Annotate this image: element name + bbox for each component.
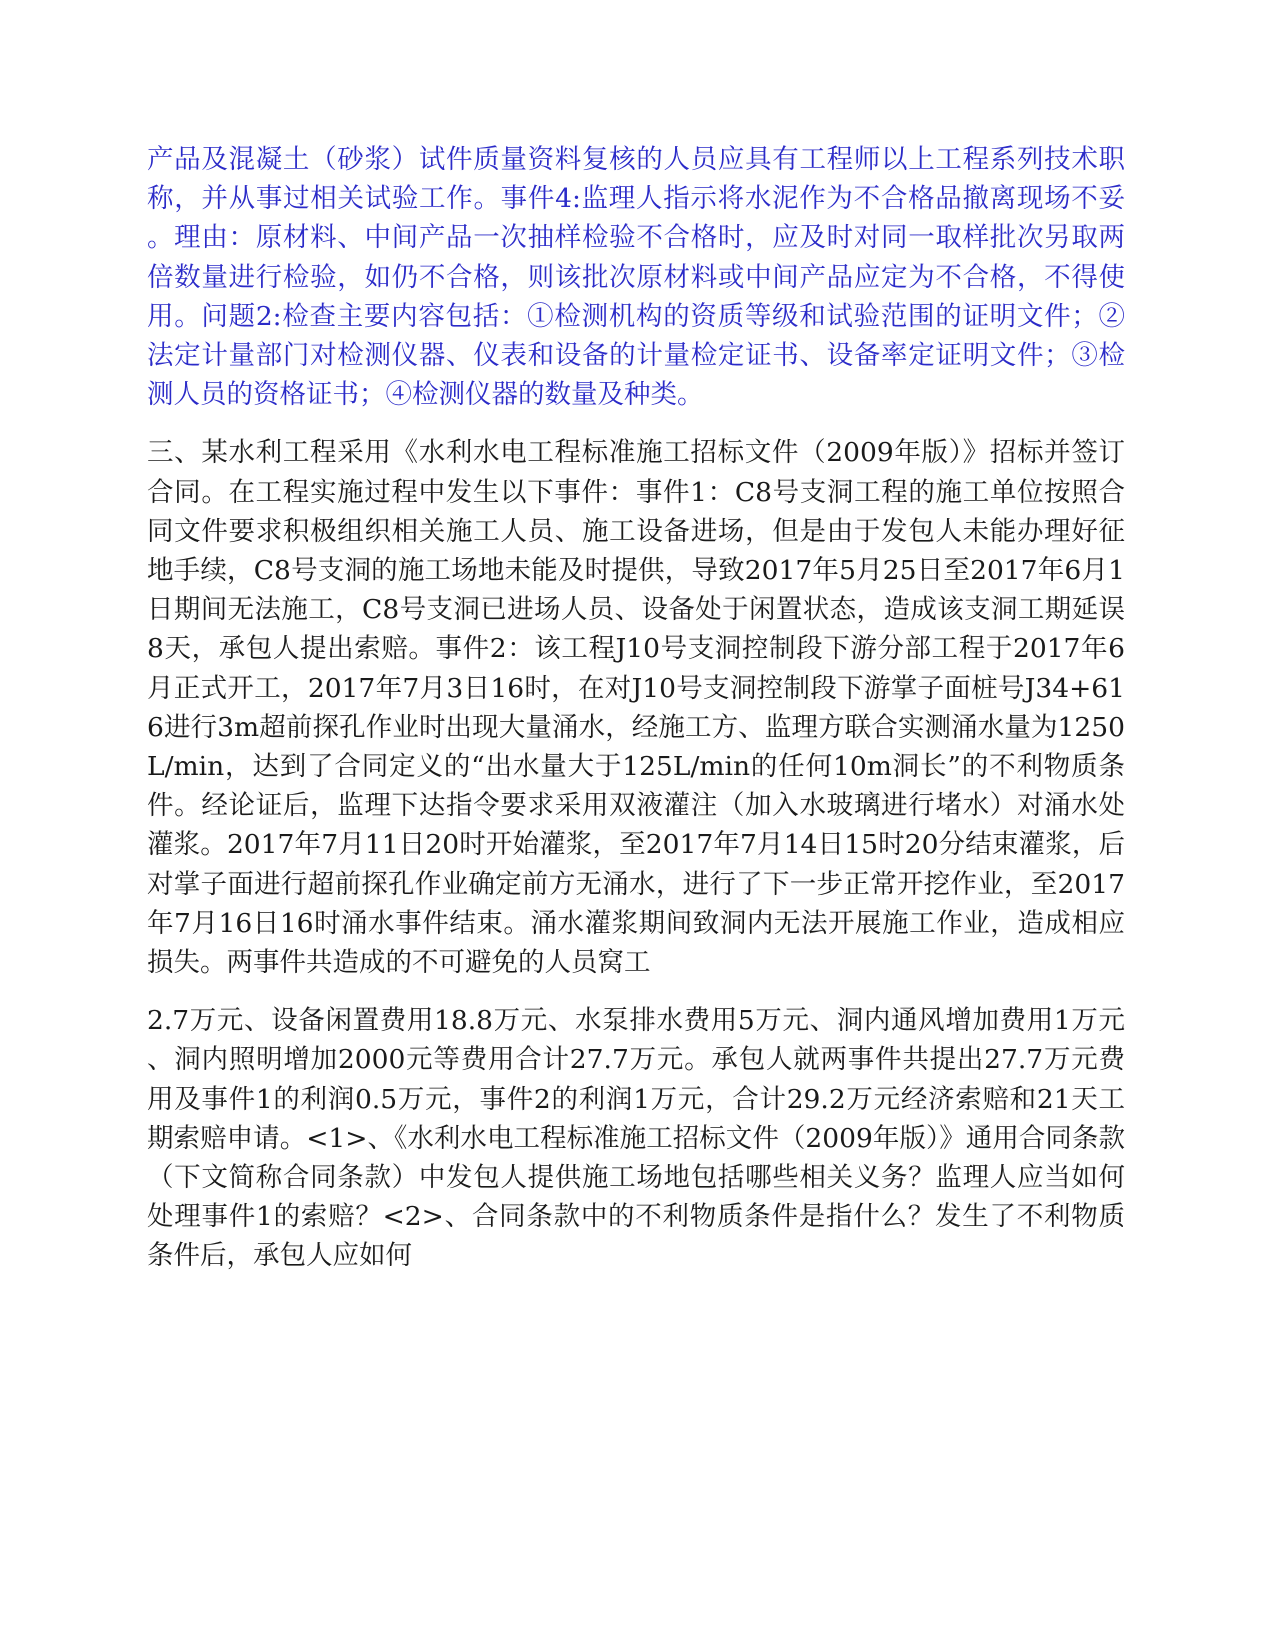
document-page bbox=[147, 140, 1125, 1276]
answer-paragraph: 产品及混凝土（砂浆）试件质量资料复核的人员应具有工程师以上工程系列技术职称，并从事过相关试验工作。事件4:监理人指示将水泥作为不合格品撤离现场不妥。理由：原材料、中间产品一次抽样检验不合格时，应及时对同一取样批次另取两倍数量进行检验，如仍不合格，则该批次原材料或中间产品应定为不合格，不得使用。问题2:检查主要内容包括：①检测机构的资质等级和试验范围的证明文件；②法定计量部门对检测仪器、仪表和设备的计量检定证书、设备率定证明文件；③检测人员的资格证书；④检测仪器的数量及种类。 bbox=[147, 144, 1125, 411]
question-paragraph: 三、某水利工程采用《水利水电工程标准施工招标文件（2009年版）》招标并签订合同。在工程实施过程中发生以下事件：事件1：C8号支洞工程的施工单位按照合同文件要求积极组织相关施工人员、施工设备进场，但是由于发包人未能办理好征地手续，C8号支洞的施工场地未能及时提供，导致2017年5月25日至2017年6月1日期间无法施工，C8号支洞已进场人员、设备处于闲置状态，造成该支洞工期延误8天，承包人提出索赔。事件2：该工程J10号支洞控制段下游分部工程于2017年6月正式开工，2017年7月3日16时，在对J10号支洞控制段下游掌子面桩号J34+616进行3m超前探孔作业时出现大量涌水，经施工方、监理方联合实测涌水量为1250L/min，达到了合同定义的“出水量大于125L/min的任何10m洞长”的不利物质条件。经论证后，监理下达指令要求采用双液灌注（加入水玻璃进行堵水）对涌水处灌浆。2017年7月11日20时开始灌浆，至2017年7月14日15时20分结束灌浆，后对掌子面进行超前探孔作业确定前方无涌水，进行了下一步正常开挖作业，至2017年7月16日16时涌水事件结束。涌水灌浆期间致洞内无法开展施工作业，造成相应损失。两事件共造成的不可避免的人员窝工 bbox=[147, 437, 1125, 979]
question-continuation-paragraph: 2.7万元、设备闲置费用18.8万元、水泵排水费用5万元、洞内通风增加费用1万元、洞内照明增加2000元等费用合计27.7万元。承包人就两事件共提出27.7万元费用及事件1的利润0.5万元，事件2的利润1万元，合计29.2万元经济索赔和21天工期索赔申请。<1>、《水利水电工程标准施工招标文件（2009年版）》通用合同条款（下文简称合同条款）中发包人提供施工场地包括哪些相关义务？监理人应当如何处理事件1的索赔？<2>、合同条款中的不利物质条件是指什么？发生了不利物质条件后，承包人应如何 bbox=[147, 1005, 1125, 1272]
